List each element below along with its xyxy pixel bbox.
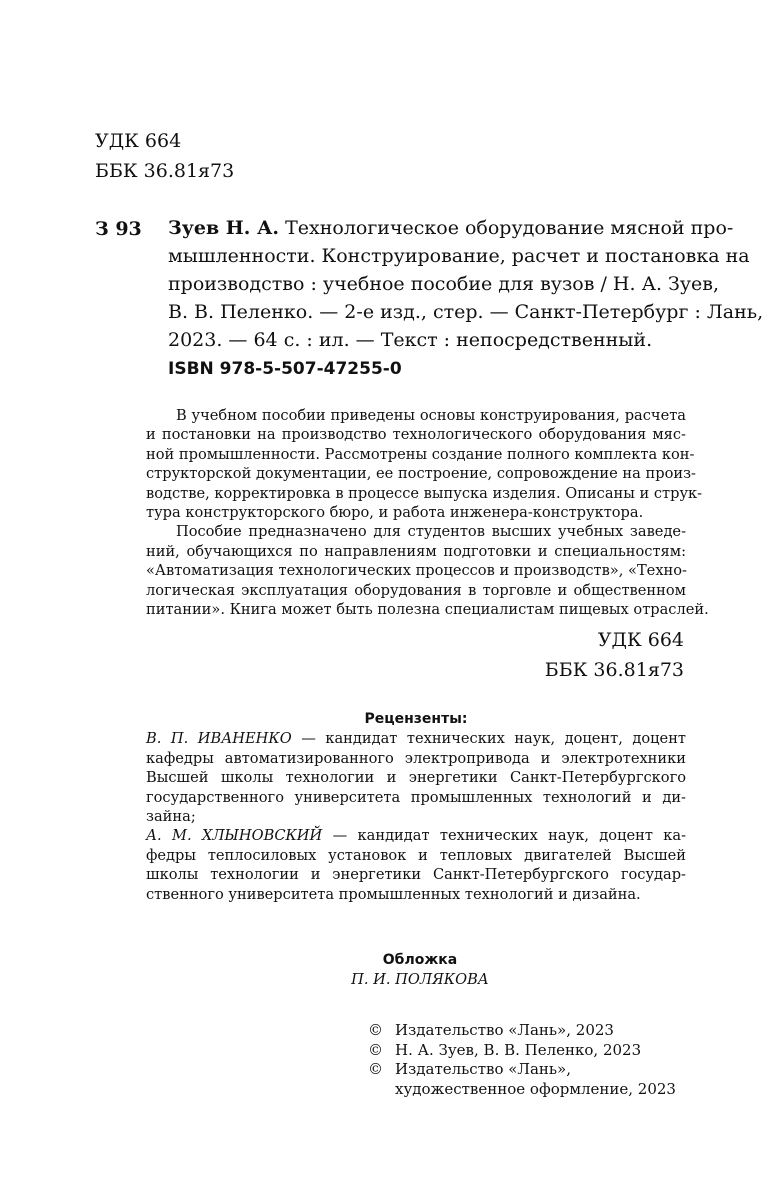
- copyright-icon: ©: [368, 1040, 383, 1059]
- copyright-icon: ©: [368, 1060, 383, 1078]
- abstract-line: и постановки на производство технологического оборудования мяс-: [146, 426, 686, 444]
- reviewer-line: кафедры автоматизированного электропривода и электротехники: [146, 749, 686, 767]
- reviewer-name: А. М. ХЛЫНОВСКИЙ: [146, 827, 323, 845]
- bibliographic-entry: [168, 214, 764, 354]
- bbk-code: ББК 36.81я73: [95, 160, 235, 182]
- abstract-line: логическая эксплуатация оборудования в торговле и общественном: [146, 581, 686, 599]
- entry-line: 2023. — 64 с. : ил. — Текст : непосредственный.: [168, 329, 653, 351]
- reviewers-title: Рецензенты:: [364, 711, 468, 727]
- abstract-line: водстве, корректировка в процессе выпуска изделия. Описаны и струк-: [146, 484, 703, 502]
- entry-line: [168, 214, 734, 242]
- author-mark: З 93: [95, 218, 142, 240]
- udk-code-right: УДК 664: [597, 629, 684, 651]
- copyright-continuation: художественное оформление, 2023: [395, 1079, 676, 1098]
- entry-line: производство : учебное пособие для вузов / Н. А. Зуев,: [168, 273, 720, 295]
- cover-artist: П. И. ПОЛЯКОВА: [351, 971, 489, 988]
- abstract-line: Пособие предназначено для студентов высших учебных заведе-: [176, 523, 686, 541]
- reviewer-line: государственного университета промышленных технологий и ди-: [146, 788, 686, 806]
- isbn: ISBN 978-5-507-47255-0: [168, 359, 402, 379]
- classification-right: [545, 625, 684, 685]
- reviewer-line: ственного университета промышленных технологий и дизайна.: [146, 885, 641, 903]
- udk-code: УДК 664: [95, 130, 182, 152]
- abstract-line: структорской документации, ее построение, сопровождение на произ-: [146, 465, 696, 483]
- abstract-line: «Автоматизация технологических процессов и производств», «Техно-: [146, 562, 687, 580]
- reviewer-line: Высшей школы технологии и энергетики Санкт-Петербургского: [146, 769, 686, 787]
- reviewer-line: школы технологии и энергетики Санкт-Петербургского государ-: [146, 866, 686, 884]
- reviewer-line: В. П. ИВАНЕНКО — кандидат технических наук, доцент, доцент: [146, 730, 686, 748]
- copyright-icon: ©: [368, 1021, 383, 1039]
- abstract-line: В учебном пособии приведены основы конструирования, расчета: [176, 407, 686, 424]
- abstract-line: питании». Книга может быть полезна специалистам пищевых отраслей.: [146, 601, 709, 619]
- copyright-row: © Н. А. Зуев, В. В. Пеленко, 2023: [368, 1040, 642, 1059]
- abstract: [146, 406, 709, 619]
- cover-title: Обложка: [382, 952, 458, 968]
- cover-credit: [340, 950, 500, 990]
- entry-line: мышленности. Конструирование, расчет и постановка на: [168, 245, 750, 267]
- reviewer-line: зайна;: [146, 808, 196, 826]
- reviewers-block: [146, 710, 686, 904]
- bbk-code-right: ББК 36.81я73: [544, 659, 684, 681]
- abstract-line: ний, обучающихся по направлениям подготовки и специальностям:: [146, 542, 686, 560]
- reviewer-line: федры теплосиловых установок и тепловых двигателей Высшей: [146, 846, 686, 864]
- reviewer-line: А. М. ХЛЫНОВСКИЙ — кандидат технических наук, доцент ка-: [146, 827, 686, 845]
- classification-top: [95, 126, 234, 186]
- reviewer-name: В. П. ИВАНЕНКО: [146, 730, 292, 748]
- abstract-line: ной промышленности. Рассмотрены создание полного комплекта кон-: [146, 445, 695, 463]
- abstract-line: тура конструкторского бюро, и работа инженера-конструктора.: [146, 504, 644, 522]
- copyright-row: © Издательство «Лань», 2023: [368, 1021, 614, 1039]
- copyright-row: © Издательство «Лань»,: [368, 1060, 572, 1078]
- entry-title-start: Технологическое оборудование мясной про-: [279, 217, 734, 239]
- entry-line: В. В. Пеленко. — 2-е изд., стер. — Санкт-Петербург : Лань,: [168, 301, 764, 323]
- copyright-block: [368, 1021, 676, 1099]
- entry-author: Зуев Н. А.: [168, 217, 280, 239]
